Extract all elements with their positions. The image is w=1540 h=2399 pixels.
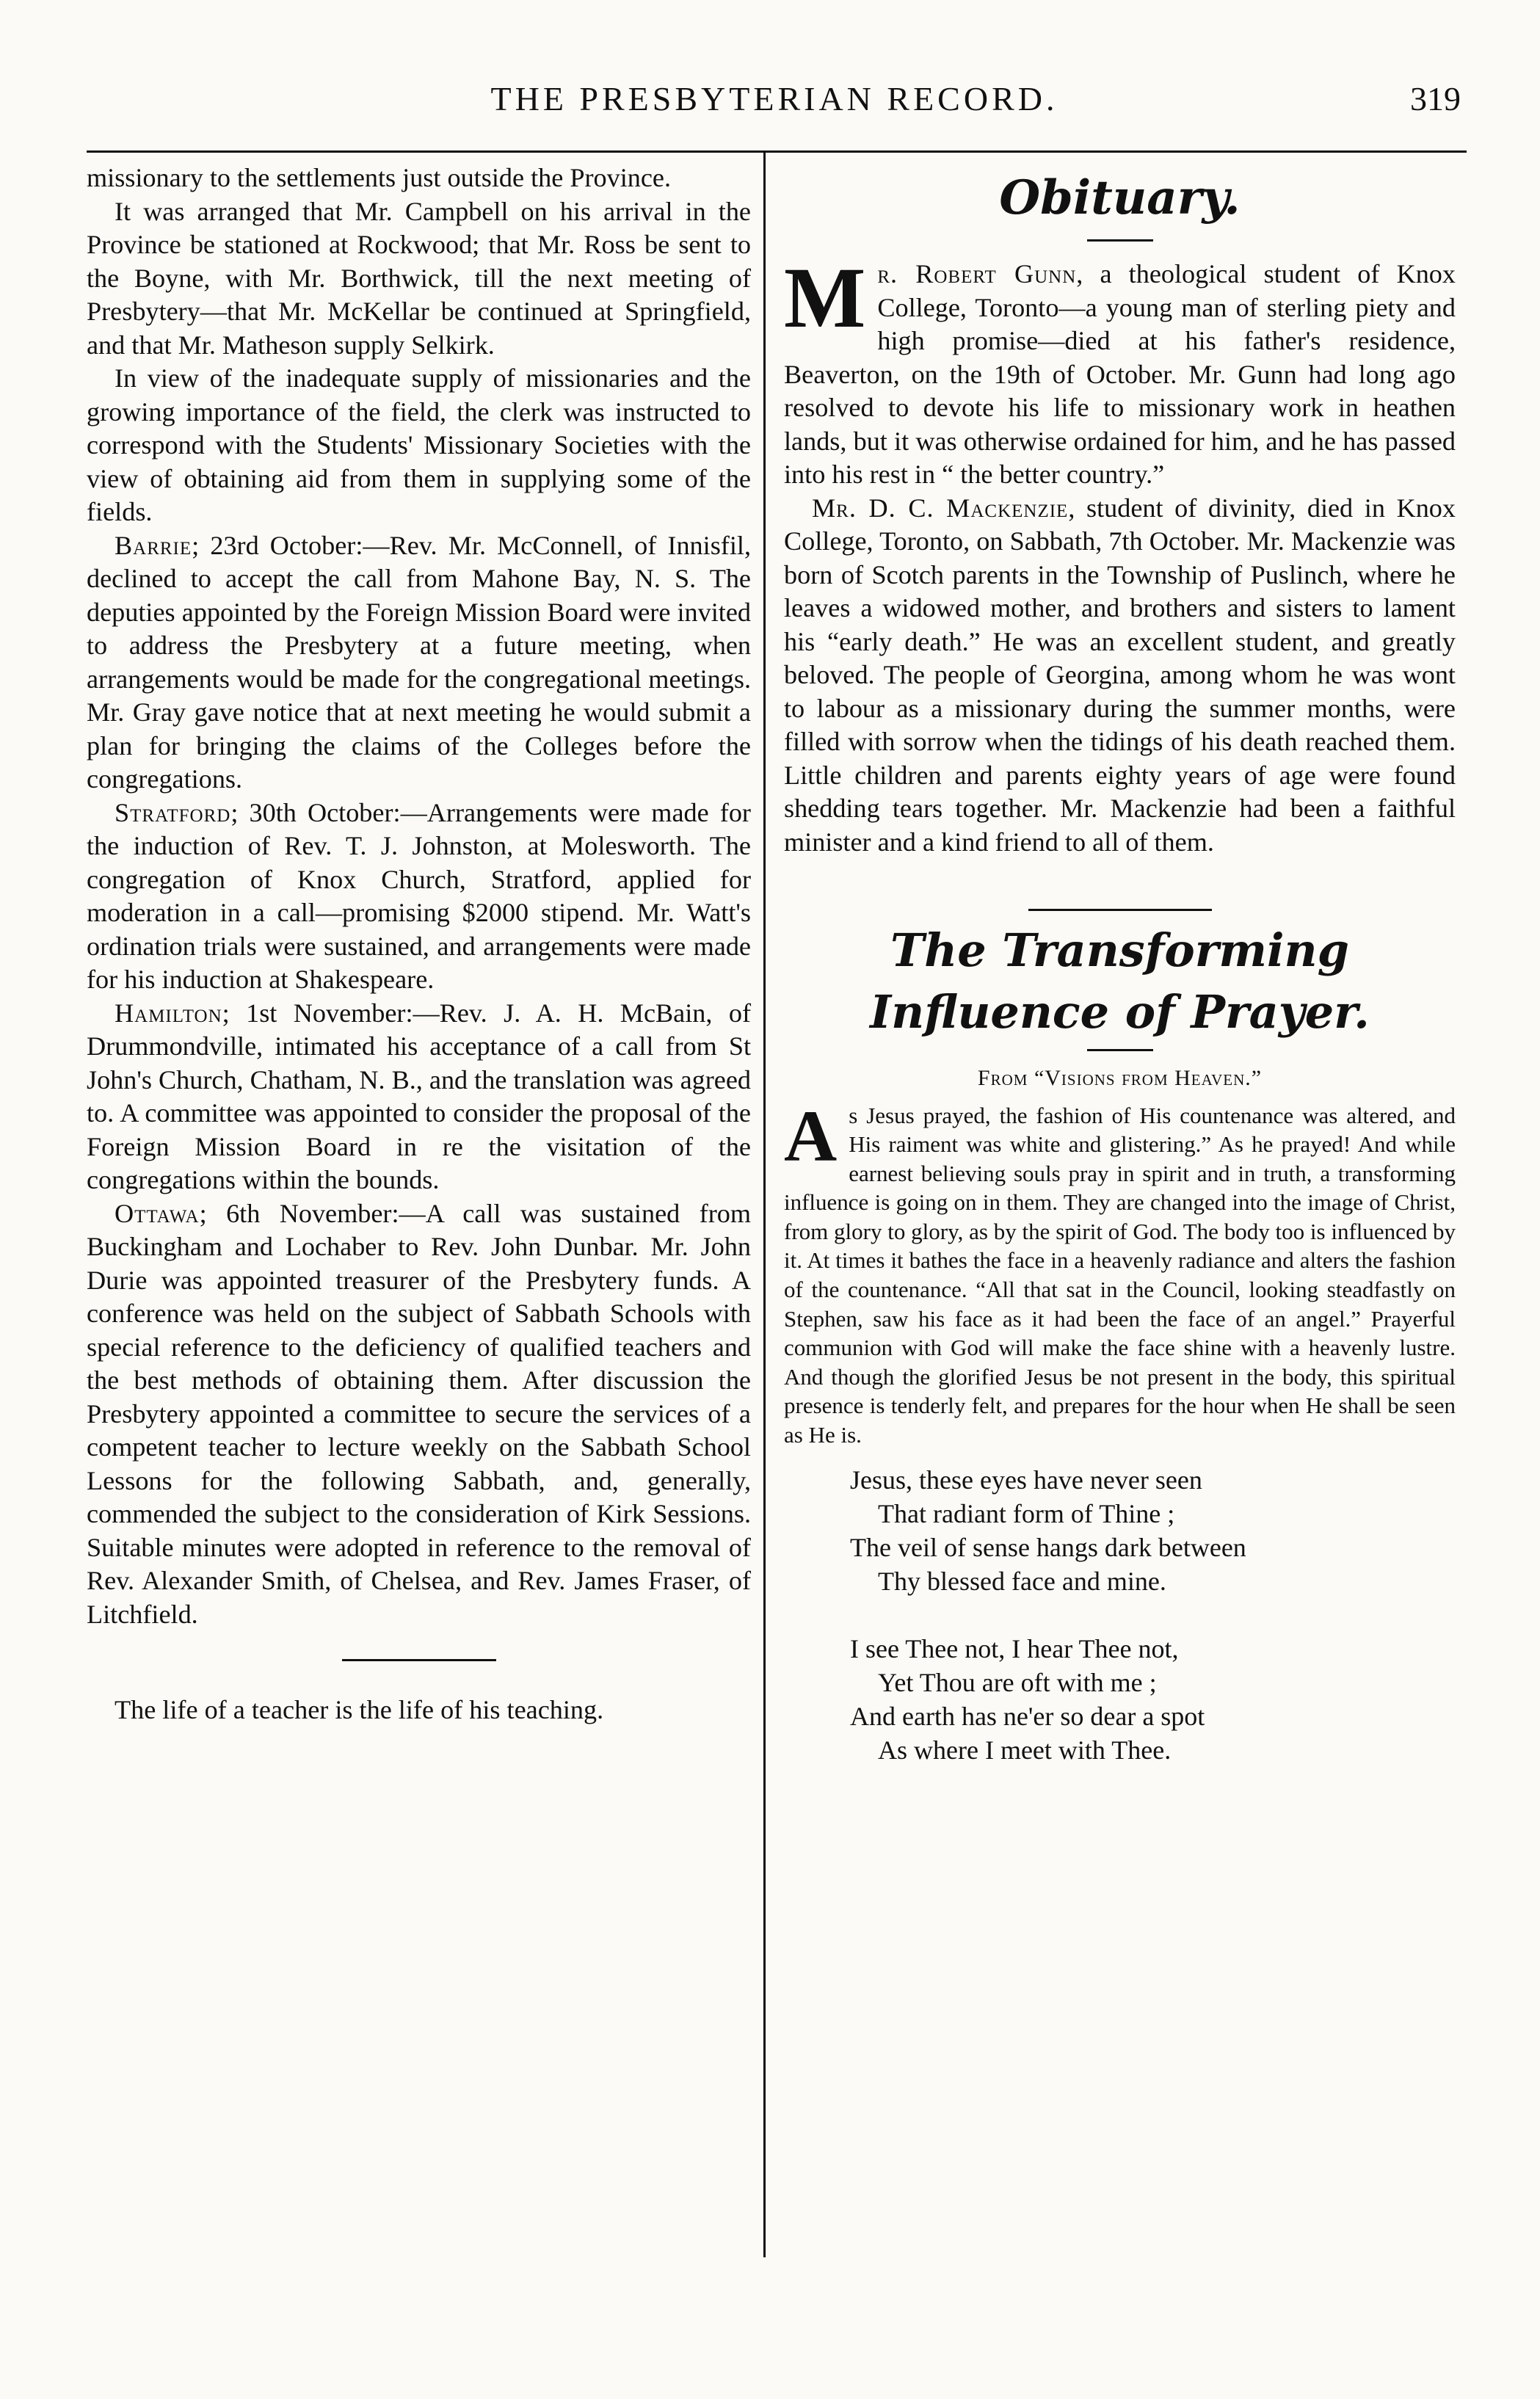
presbytery-text: ; 30th October:—Arrangements were made for the induction of Rev. T. J. Johnston, at Molesworth. The congregation of Knox Church, Stratford, applied for moderation in a call—promising $2000 stipend. Mr. Watt's ordination trials were sustained, and arrangements were made for his induction at Shakespeare. <box>87 797 751 994</box>
article-body <box>784 1095 1456 1450</box>
presbytery-name: Barrie <box>115 530 192 560</box>
presbytery-name: Hamilton <box>115 998 222 1028</box>
paragraph: It was arranged that Mr. Campbell on his arrival in the Province be stationed at Rockwood; that Mr. Ross be sent to the Boyne, with Mr. Borthwick, till the next meeting of Presbytery—that Mr. McKellar be continued at Springfield, and that Mr. Matheson supply Selkirk. <box>87 196 751 360</box>
obituary-entry <box>784 492 1456 860</box>
hymn-line: I see Thee not, I hear Thee not, <box>850 1633 1179 1663</box>
hymn-line: Thy blessed face and mine. <box>878 1566 1166 1596</box>
section-rule <box>1028 909 1212 911</box>
running-header <box>88 79 1461 123</box>
heading-rule <box>1087 1049 1153 1051</box>
obituary-entry <box>784 250 1456 492</box>
presbytery-text: ; 23rd October:—Rev. Mr. McConnell, of Innisfil, declined to accept the call from Mahone Bay, N. S. The deputies appointed by the Foreign Mission Board were invited to address the Presbytery at a future meeting, when arrangements would be made for the congregational meetings. Mr. Gray gave notice that at next meeting he would submit a plan for bringing the claims of the Colleges before the congregations. <box>87 530 751 794</box>
presbytery-report <box>87 529 751 796</box>
drop-cap: A <box>784 1095 838 1177</box>
paragraph: missionary to the settlements just outside the Province. <box>87 163 672 192</box>
hymn-line: As where I meet with Thee. <box>878 1735 1172 1765</box>
deceased-name: r. Robert Gunn <box>877 259 1077 288</box>
header-rule <box>87 150 1467 153</box>
hymn-line: Jesus, these eyes have never seen <box>850 1465 1202 1495</box>
page-number: 319 <box>1410 80 1461 117</box>
presbytery-name: Ottawa <box>115 1198 200 1228</box>
closing-maxim: The life of a teacher is the life of his teaching. <box>115 1695 604 1724</box>
hymn-line: Yet Thou are oft with me ; <box>878 1667 1157 1697</box>
article-text: s Jesus prayed, the fashion of His countenance was altered, and His raiment was white and glistering.” As he prayed! And while earnest believing souls pray in spirit and in truth, a transforming influence is going on in them. They are changed into the image of Christ, from glory to glory, as by the spirit of God. The body too is influenced by it. At times it bathes the face in a heavenly radiance and alters the fashion of the countenance. “All that sat in the Council, looking steadfastly on Stephen, saw his face as it had been the face of an angel.” Prayerful communion with God will make the face shine with a heavenly lustre. And though the glorified Jesus be not present in the body, this spiritual presence is tenderly felt, and prepares for the hour when He shall be seen as He is. <box>784 1102 1456 1448</box>
hymn-stanza <box>850 1463 1456 1598</box>
drop-cap: M <box>784 250 866 346</box>
journal-title: THE PRESBYTERIAN RECORD. <box>490 80 1058 117</box>
obituary-heading: Obituary. <box>999 170 1241 225</box>
presbytery-name: Stratford <box>115 797 231 827</box>
presbytery-report <box>87 997 751 1197</box>
column-divider <box>763 150 766 2257</box>
heading-rule <box>1087 239 1153 242</box>
article-source: From “Visions from Heaven.” <box>977 1066 1263 1090</box>
section-rule <box>342 1659 496 1661</box>
presbytery-report <box>87 1197 751 1632</box>
presbytery-text: ; 6th November:—A call was sustained from Buckingham and Lochaber to Rev. John Dunbar. Mr. John Durie was appointed treasurer of the Presbytery funds. A conference was held on the subject of Sabbath Schools with special reference to the deficiency of qualified teachers and the best methods of obtaining them. After discussion the Presbytery appointed a committee to secure the services of a competent teacher to lecture weekly on the Sabbath School Lessons for the following Sabbath, and, generally, commended the subject to the consideration of Kirk Sessions. Suitable minutes were adopted in reference to the removal of Rev. Alexander Smith, of Chelsea, and Rev. James Fraser, of Litchfield. <box>87 1198 751 1629</box>
presbytery-report <box>87 796 751 997</box>
hymn-line: That radiant form of Thine ; <box>878 1498 1175 1528</box>
hymn-stanza <box>850 1632 1456 1767</box>
deceased-name: Mr. D. C. Mackenzie <box>812 493 1069 523</box>
obituary-text: , a theological student of Knox College, Toronto—a young man of sterling piety and high promise—died at his father's residence, Beaverton, on the 19th of October. Mr. Gunn had long ago resolved to devote his life to missionary work in heathen lands, but it was otherwise ordained for him, and he has passed into his rest in “ the better country.” <box>784 259 1456 489</box>
hymn <box>784 1463 1456 1767</box>
obituary-text: , student of divinity, died in Knox College, Toronto, on Sabbath, 7th October. Mr. Mackenzie was born of Scotch parents in the Township of Puslinch, where he leaves a widowed mother, and brothers and sisters to lament his “early death.” He was an excellent student, and greatly beloved. The people of Georgina, among whom he was wont to labour as a missionary during the summer months, were filled with sorrow when the tidings of his death reached them. Little children and parents eighty years of age were found shedding tears together. Mr. Mackenzie had been a faithful minister and a kind friend to all of them. <box>784 493 1456 857</box>
hymn-line: And earth has ne'er so dear a spot <box>850 1701 1205 1731</box>
presbytery-text: ; 1st November:—Rev. J. A. H. McBain, of Drummondville, intimated his acceptance of a call from St John's Church, Chatham, N. B., and the translation was agreed to. A committee was appointed to consider the proposal of the Foreign Mission Board in re the visitation of the congregations within the bounds. <box>87 998 751 1194</box>
paragraph: In view of the inadequate supply of missionaries and the growing importance of the field, the clerk was instructed to correspond with the Students' Missionary Societies with the view of obtaining aid from them in supplying some of the fields. <box>87 363 751 526</box>
article-heading: The Transforming Influence of Prayer. <box>870 923 1370 1039</box>
hymn-line: The veil of sense hangs dark between <box>850 1532 1246 1562</box>
right-column <box>784 161 1456 1801</box>
left-column <box>87 161 751 1727</box>
